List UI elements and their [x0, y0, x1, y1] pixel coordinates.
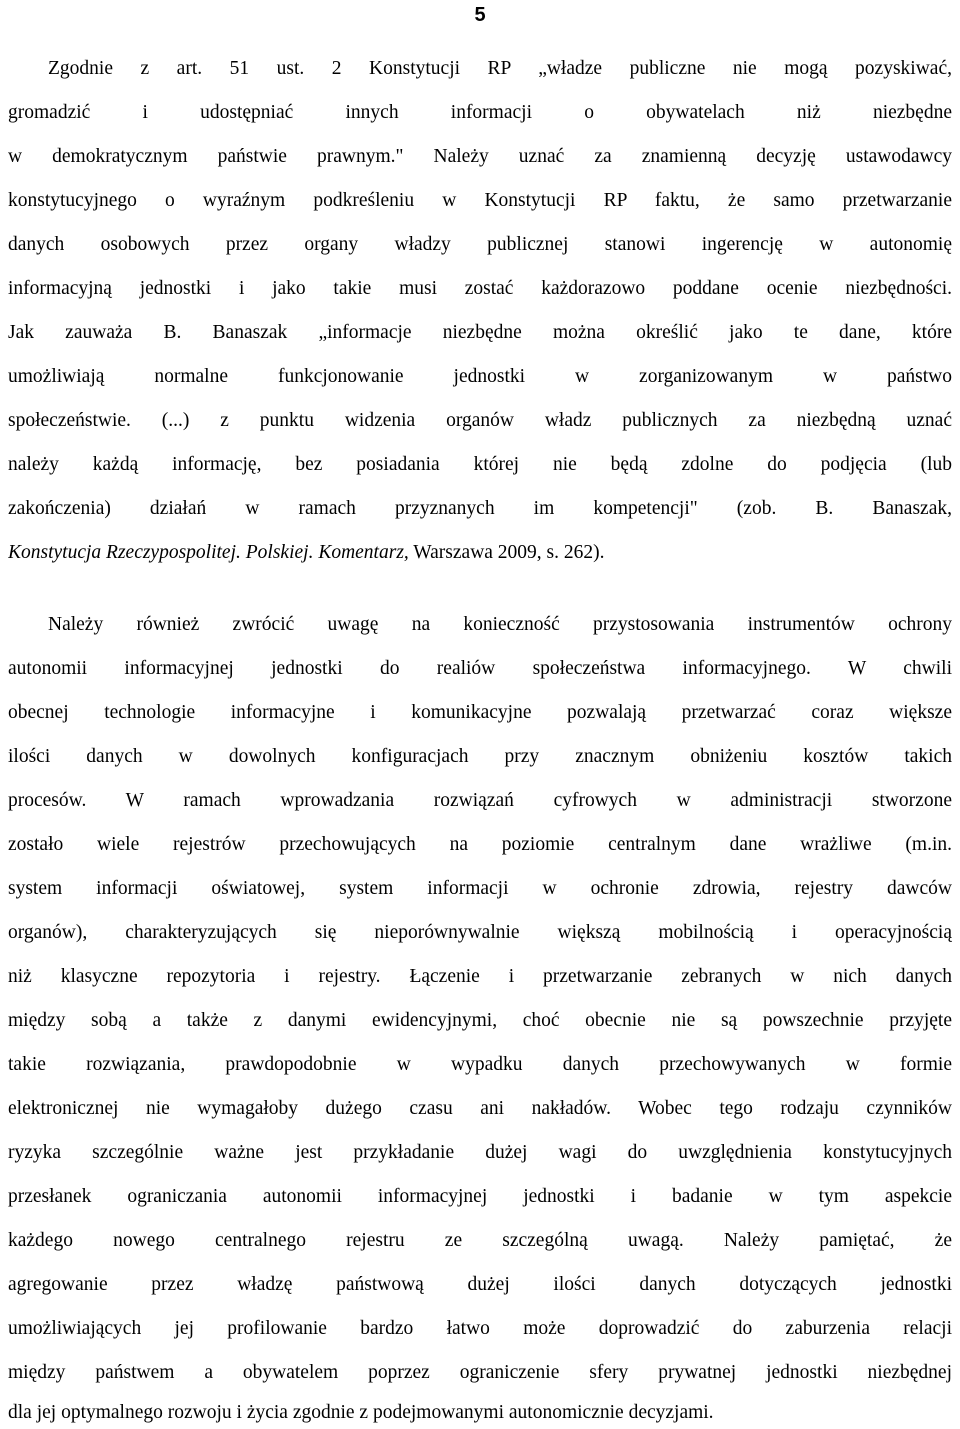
paragraph-1-line: Zgodnie z art. 51 ust. 2 Konstytucji RP „władze publiczne nie mogą pozyskiwać, [48, 58, 952, 79]
page-number: 5 [474, 4, 486, 26]
paragraph-2-line: autonomii informacyjnej jednostki do realiów społeczeństwa informacyjnego. W chwili [8, 658, 952, 679]
paragraph-2-line: procesów. W ramach wprowadzania rozwiązań cyfrowych w administracji stworzone [8, 790, 952, 811]
paragraph-2-line: elektronicznej nie wymagałoby dużego czasu ani nakładów. Wobec tego rodzaju czynników [8, 1098, 952, 1119]
paragraph-2-line: zostało wiele rejestrów przechowujących na poziomie centralnym dane wrażliwe (m.in. [8, 834, 952, 855]
paragraph-1-line: danych osobowych przez organy władzy publicznej stanowi ingerencję w autonomię [8, 234, 952, 255]
paragraph-1-line: Jak zauważa B. Banaszak „informacje niezbędne można określić jako te dane, które [8, 322, 952, 343]
paragraph-2-line: ilości danych w dowolnych konfiguracjach przy znacznym obniżeniu kosztów takich [8, 746, 952, 767]
paragraph-1-line: należy każdą informację, bez posiadania której nie będą zdolne do podjęcia (lub [8, 454, 952, 475]
paragraph-2-line: Należy również zwrócić uwagę na konieczność przystosowania instrumentów ochrony [48, 614, 952, 635]
paragraph-1-line: umożliwiają normalne funkcjonowanie jednostki w zorganizowanym w państwo [8, 366, 952, 387]
paragraph-2-line: między sobą a także z danymi ewidencyjnymi, choć obecnie nie są powszechnie przyjęte [8, 1010, 952, 1031]
paragraph-2-line: ryzyka szczególnie ważne jest przykładanie dużej wagi do uwzględnienia konstytucyjnych [8, 1142, 952, 1163]
paragraph-2-line: system informacji oświatowej, system informacji w ochronie zdrowia, rejestry dawców [8, 878, 952, 899]
paragraph-1-line: społeczeństwie. (...) z punktu widzenia organów władz publicznych za niezbędną uznać [8, 410, 952, 431]
paragraph-2-line: dla jej optymalnego rozwoju i życia zgodnie z podejmowanymi autonomicznie decyzjami. [8, 1402, 714, 1423]
paragraph-2-line: agregowanie przez władzę państwową dużej ilości danych dotyczących jednostki [8, 1274, 952, 1295]
paragraph-1-line: informacyjną jednostki i jako takie musi zostać każdorazowo poddane ocenie niezbędności. [8, 278, 952, 299]
paragraph-2-line: niż klasyczne repozytoria i rejestry. Łączenie i przetwarzanie zebranych w nich danych [8, 966, 952, 987]
paragraph-2-line: takie rozwiązania, prawdopodobnie w wypadku danych przechowywanych w formie [8, 1054, 952, 1075]
paragraph-1-line: konstytucyjnego o wyraźnym podkreśleniu w Konstytucji RP faktu, że samo przetwarzanie [8, 190, 952, 211]
paragraph-2-line: każdego nowego centralnego rejestru ze szczególną uwagą. Należy pamiętać, że [8, 1230, 952, 1251]
paragraph-2-line: organów), charakteryzujących się nieporównywalnie większą mobilnością i operacyjnością [8, 922, 952, 943]
paragraph-2-line: między państwem a obywatelem poprzez ograniczenie sfery prywatnej jednostki niezbędnej [8, 1362, 952, 1383]
citation-details: Warszawa 2009, s. 262). [408, 542, 605, 563]
paragraph-2-line: obecnej technologie informacyjne i komunikacyjne pozwalają przetwarzać coraz większe [8, 702, 952, 723]
paragraph-2-line: przesłanek ograniczania autonomii informacyjnej jednostki i badanie w tym aspekcie [8, 1186, 952, 1207]
paragraph-2-line: umożliwiających jej profilowanie bardzo łatwo może doprowadzić do zaburzenia relacji [8, 1318, 952, 1339]
paragraph-1-line: w demokratycznym państwie prawnym." Należy uznać za znamienną decyzję ustawodawcy [8, 146, 952, 167]
paragraph-1-line: zakończenia) działań w ramach przyznanych im kompetencji" (zob. B. Banaszak, [8, 498, 952, 519]
citation-title: Konstytucja Rzeczypospolitej. Polskiej. Komentarz, [8, 542, 409, 563]
citation-line [8, 538, 952, 568]
paragraph-1-line: gromadzić i udostępniać innych informacji o obywatelach niż niezbędne [8, 102, 952, 123]
